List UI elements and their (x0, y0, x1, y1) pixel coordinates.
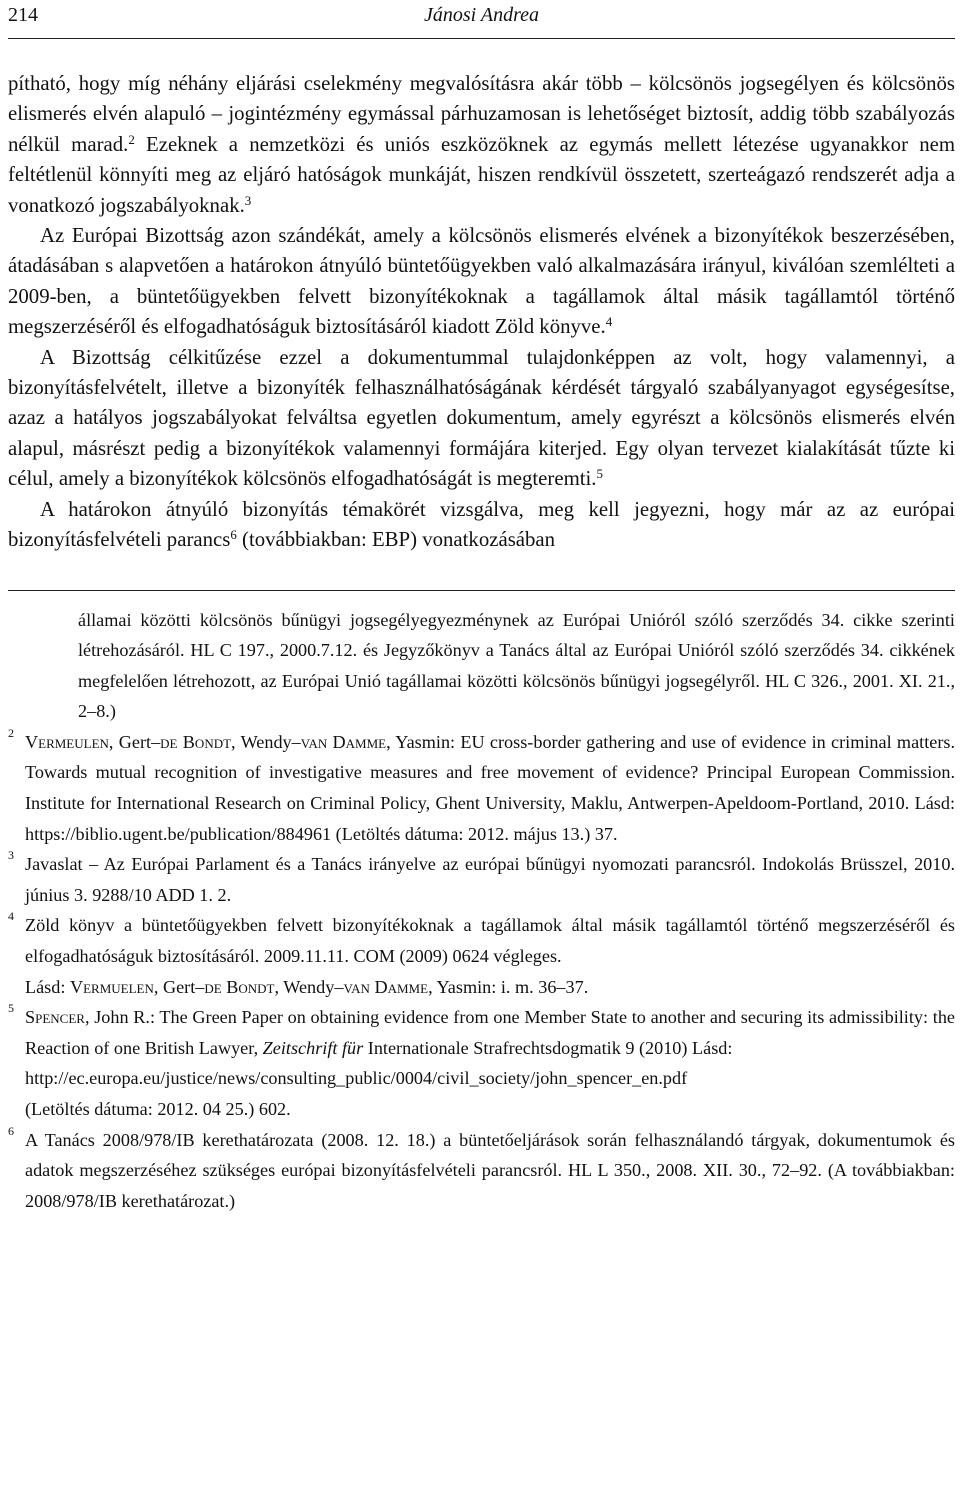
footnote-5: 5 Spencer, John R.: The Green Paper on obtaining evidence from one Member State to another and securing its admissibility: the Reaction of one British Lawyer, Zeitschrift für Internationale Strafrechtsdogmatik 9 (2010) Lásd: http://ec.europa.eu/justice/news/consulting_public/0004/civil_society/john_spencer_en.pdf (Letöltés dátuma: 2012. 04 25.) 602. (8, 1002, 955, 1124)
footnote-url[interactable]: http://ec.europa.eu/justice/news/consulting_public/0004/civil_society/john_spencer_en.pdf (25, 1068, 688, 1089)
body-paragraph: Az Európai Bizottság azon szándékát, amely a kölcsönös elismerés elvének a bizonyítékok beszerzésében, átadásában s alapvetően a határokon átnyúló büntetőügyekben való alkalmazására irányul, kiválóan szemlélteti a 2009-ben, a büntetőügyekben felvett bizonyítékoknak a tagállamok által másik tagállamtól történő megszerzéséről és elfogadhatóságuk biztosításáról kiadott Zöld könyve.$^4$ (8, 224, 955, 339)
footnote-continuation: államai közötti kölcsönös bűnügyi jogsegélyegyezménynek az Európai Unióról szóló szerződés 34. cikke szerinti létrehozásáról. HL C 197., 2000.7.12. és Jegyzőkönyv a Tanács által az Európai Unióról szóló szerződés 34. cikkének megfelelően létrehozott, az Európai Unió tagállamai közötti kölcsönös bűnügyi jogsegélyről. HL C 326., 2001. XI. 21., 2–8.) (78, 609, 955, 722)
footnote-6: 6 A Tanács 2008/978/IB kerethatározata (2008. 12. 18.) a büntetőeljárások során felhasználandó tárgyak, dokumentumok és adatok megszerzéséhez szükséges európai bizonyításfelvételi parancsról. HL L 350., 2008. XII. 30., 72–92. (A továbbiakban: 2008/978/IB kerethatározat.) (8, 1125, 955, 1217)
footnote-3: 3 Javaslat – Az Európai Parlament és a Tanács irányelve az európai bűnügyi nyomozati parancsról. Indokolás Brüsszel, 2010. június 3. 9288/10 ADD 1. 2. (8, 849, 955, 910)
footnote-divider (8, 590, 955, 591)
body-text (8, 69, 955, 556)
body-paragraph: A határokon átnyúló bizonyítás témakörét vizsgálva, meg kell jegyezni, hogy már az az európai bizonyításfelvételi parancs$^6$ (továbbiakban: EBP) vonatkozásában (8, 497, 955, 552)
footnote-ref[interactable]: 5 (596, 466, 603, 482)
body-paragraph: A Bizottság célkitűzése ezzel a dokumentummal tulajdonképpen az volt, hogy valamennyi, a bizonyításfelvételt, illetve a bizonyíték felhasználhatóságának kérdését tárgyaló szabályanyagot egységesítse, azaz a hatályos jogszabályokat felváltsa egyetlen dokumentum, amely egyrészt a kölcsönös elismerés elvén alapul, másrészt pedig a bizonyítékok valamennyi formájára kiterjed. Egy olyan tervezet kialakítását tűzte ki célul, amely a bizonyítékok kölcsönös elfogadhatóságát is megteremti.$^5$ (8, 345, 955, 491)
footnote-number: 5 (8, 1001, 14, 1016)
page-number: 214 (8, 4, 38, 26)
footnote-2: 2 Vermeulen, Gert–de Bondt, Wendy–van Damme, Yasmin: EU cross-border gathering and use of evidence in criminal matters. Towards mutual recognition of investigative measures and free movement of evidence? Principal European Commission. Institute for International Research on Criminal Policy, Ghent University, Maklu, Antwerpen-Apeldoom-Portland, 2010. Lásd: https://biblio.ugent.be/publication/884961 (Letöltés dátuma: 2012. május 13.) 37. (8, 727, 955, 849)
footnote-number: 6 (8, 1123, 14, 1138)
body-paragraph: pítható, hogy míg néhány eljárási cselekmény megvalósításra akár több – kölcsönös jogsegélyen és kölcsönös elismerés elvén alapuló – jogintézmény egymással párhuzamosan is lehetőséget biztosít, addig több szabályozás nélkül marad.$^2$ Ezeknek a nemzetközi és uniós eszközöknek az egymás mellett létezése ugyanakkor nem feltétlenül könnyíti meg az eljáró hatóságok munkáját, hiszen rendkívül összetett, szerteágazó rendszerét adja a vonatkozó jogszabályoknak.$^3$ (8, 72, 955, 217)
footnote-number: 4 (8, 909, 14, 924)
footnote-ref[interactable]: 4 (605, 314, 613, 330)
footnote-4-see-also: Lásd: Vermuelen, Gert–de Bondt, Wendy–van Damme, Yasmin: i. m. 36–37. (25, 976, 589, 997)
footnote-ref[interactable]: 6 (230, 526, 237, 542)
footnote-ref[interactable]: 3 (244, 192, 252, 208)
running-title: Jánosi Andrea (424, 4, 539, 26)
footnote-ref[interactable]: 2 (128, 131, 135, 147)
page-header (8, 0, 955, 39)
footnote-number: 2 (8, 725, 14, 740)
footnotes (8, 605, 955, 1217)
footnote-4: 4 Zöld könyv a büntetőügyekben felvett bizonyítékoknak a tagállamok által másik tagállamtól történő megszerzéséről és elfogadhatóságuk biztosításáról. 2009.11.11. COM (2009) 0624 végleges. Lásd: Vermuelen, Gert–de Bondt, Wendy–van Damme, Yasmin: i. m. 36–37. (8, 910, 955, 1002)
document-page (8, 0, 955, 1216)
footnote-number: 3 (8, 848, 14, 863)
